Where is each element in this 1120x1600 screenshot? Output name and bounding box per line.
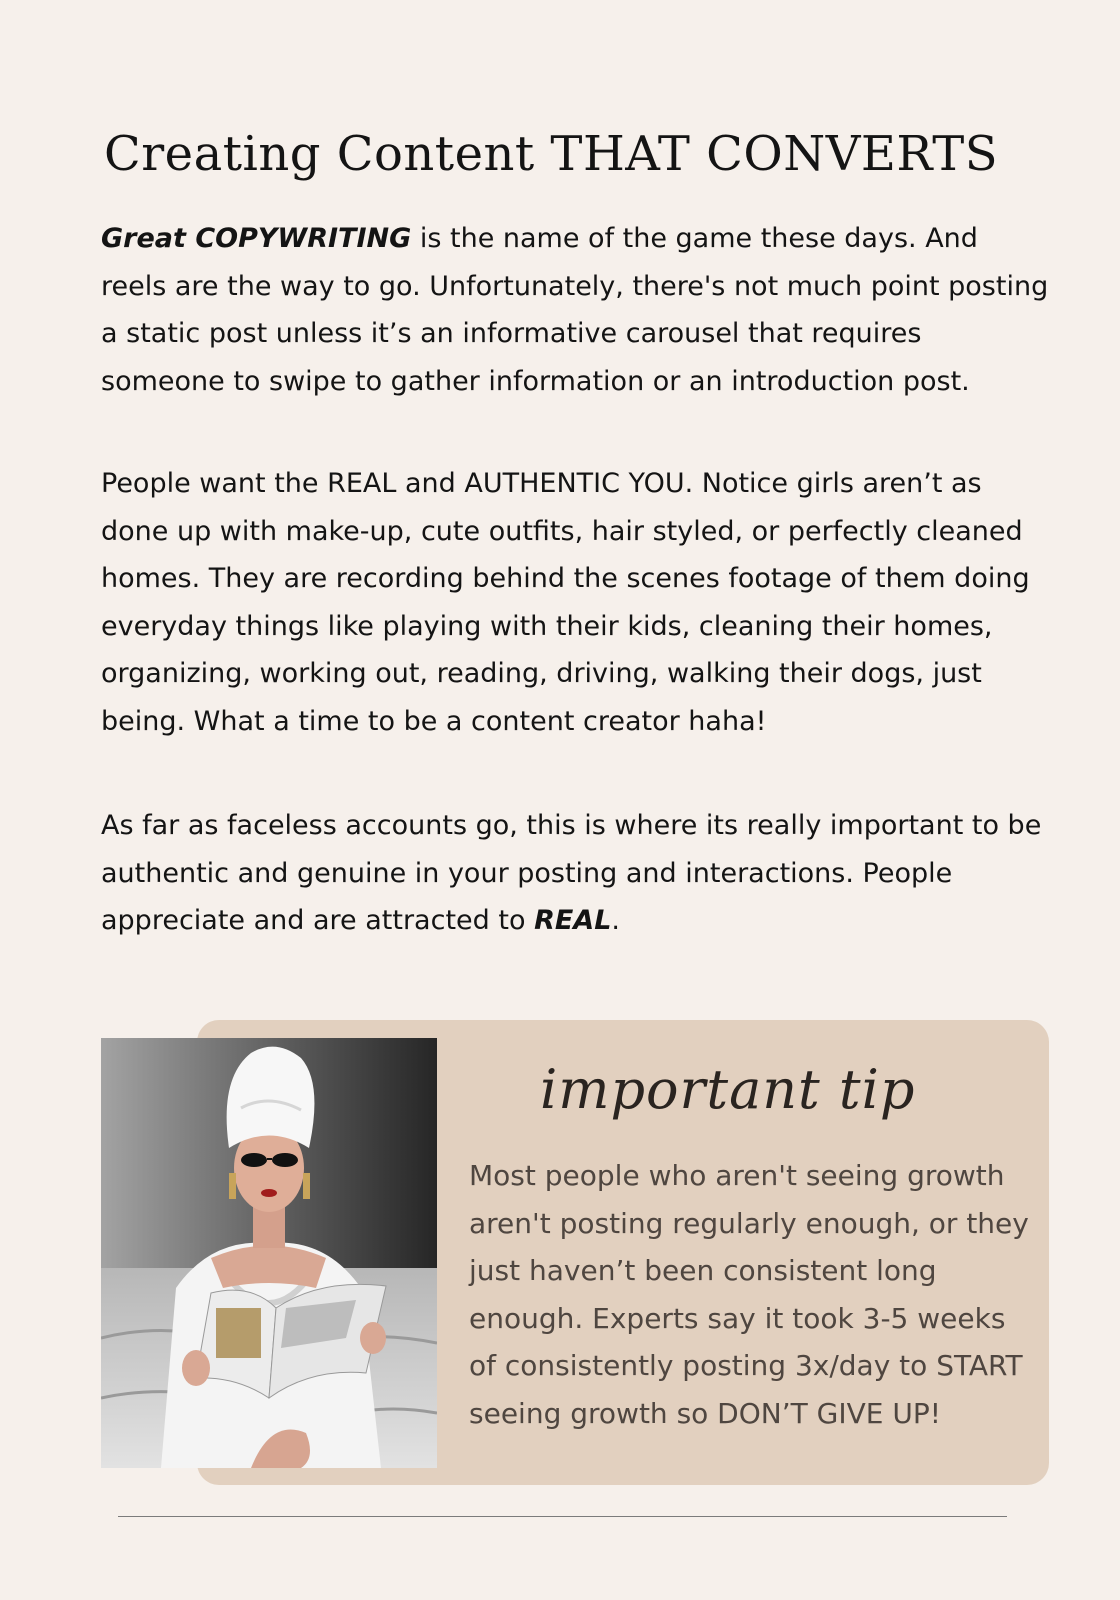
paragraph-text: is the name of the game these days. And reels are the way to go. Unfortunately, there's not much point posting a static post unless it’s an informative carousel that requires someone to swipe to gather information or an introduction post. [101, 223, 1049, 397]
faceless-paragraph [101, 802, 1051, 945]
page-divider [118, 1516, 1007, 1517]
paragraph-text: As far as faceless accounts go, this is where its really important to be authentic and genuine in your posting and interactions. People appreciate and are attracted to [101, 810, 1042, 936]
intro-paragraph [101, 215, 1051, 405]
paragraph-lead-emphasis: Great COPYWRITING [101, 223, 412, 254]
authentic-paragraph: People want the REAL and AUTHENTIC YOU. Notice girls aren’t as done up with make-up, cute outfits, hair styled, or perfectly cleaned homes. They are recording behind the scenes footage of them doing everyday things like playing with their kids, cleaning their homes, organizing, working out, reading, driving, walking their dogs, just being. What a time to be a content creator haha! [101, 468, 1030, 737]
tip-heading-text: important tip [540, 1058, 916, 1121]
tip-text: Most people who aren't seeing growth aren't posting regularly enough, or they just haven’t been consistent long enough. Experts say it took 3-5 weeks of consistently posting 3x/day to START seeing growth so DON’T GIVE UP! [469, 1159, 1029, 1430]
page-title: Creating Content THAT CONVERTS [104, 126, 999, 182]
woman-reading-magazine-photo [101, 1038, 437, 1468]
tip-heading [520, 1040, 980, 1140]
paragraph-text-end: . [611, 905, 620, 936]
paragraph-emphasis: REAL [534, 905, 612, 936]
